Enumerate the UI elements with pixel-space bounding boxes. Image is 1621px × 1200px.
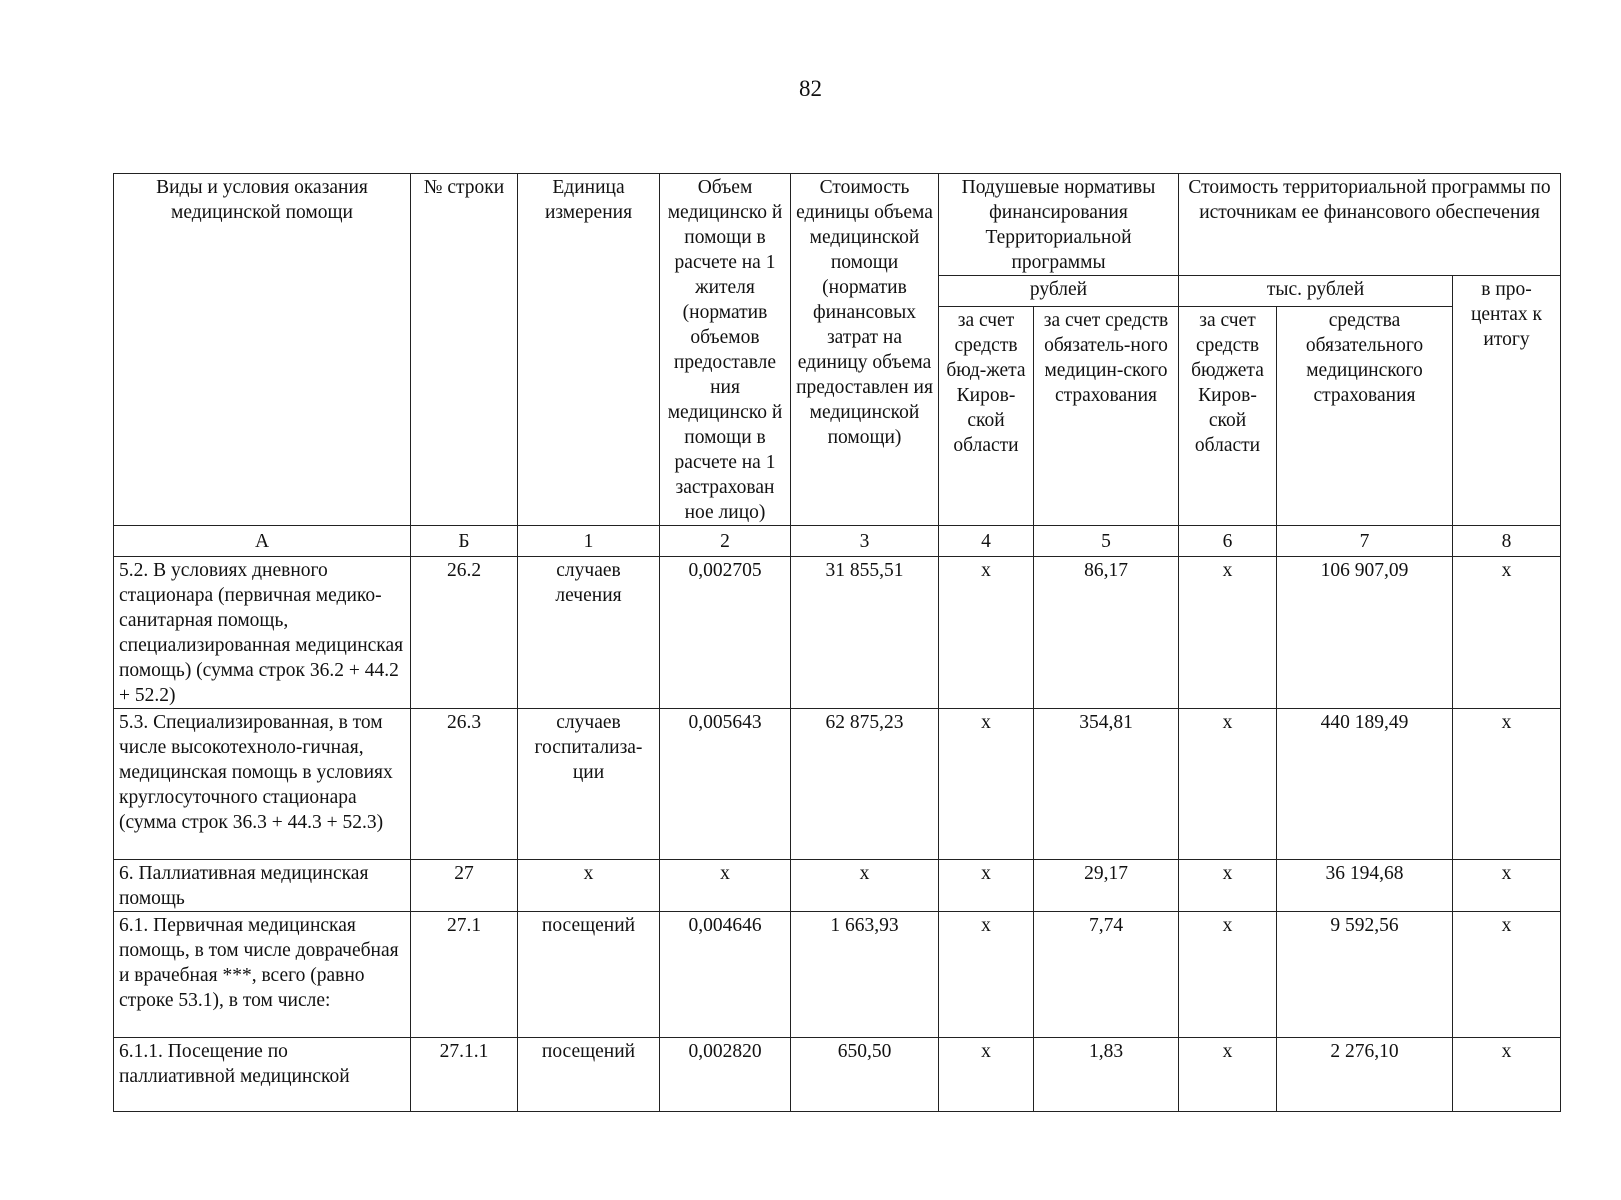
- row-c5: 1,83: [1034, 1038, 1179, 1112]
- row-volume: 0,002705: [660, 557, 791, 709]
- row-c6: х: [1179, 1038, 1277, 1112]
- index-cell: 3: [791, 526, 939, 557]
- row-c8: х: [1453, 912, 1561, 1038]
- row-unit: случаев госпитализа-ции: [518, 709, 660, 860]
- row-line-number: 27: [411, 860, 518, 912]
- row-line-number: 26.3: [411, 709, 518, 860]
- row-name: 6.1. Первичная медицинская помощь, в том числе доврачебная и врачебная ***, всего (равно строке 53.1), в том числе:: [114, 912, 411, 1038]
- row-c7: 106 907,09: [1277, 557, 1453, 709]
- row-line-number: 27.1: [411, 912, 518, 1038]
- header-col-3: Стоимость единицы объема медицинской помощи (норматив финансовых затрат на единицу объема предоставлен ия медицинской помощи): [791, 174, 939, 526]
- row-c5: 354,81: [1034, 709, 1179, 860]
- row-c6: х: [1179, 557, 1277, 709]
- row-c6: х: [1179, 709, 1277, 860]
- row-unit: случаев лечения: [518, 557, 660, 709]
- index-cell: 7: [1277, 526, 1453, 557]
- row-c7: 9 592,56: [1277, 912, 1453, 1038]
- row-c7: 2 276,10: [1277, 1038, 1453, 1112]
- row-c6: х: [1179, 860, 1277, 912]
- row-c8: х: [1453, 1038, 1561, 1112]
- row-c4: х: [939, 557, 1034, 709]
- table-row: [114, 860, 1561, 912]
- header-group-cost: Стоимость территориальной программы по источникам ее финансового обеспечения: [1179, 174, 1561, 276]
- table-row: [114, 557, 1561, 709]
- row-line-number: 27.1.1: [411, 1038, 518, 1112]
- row-unit: посещений: [518, 1038, 660, 1112]
- header-row-1: [114, 174, 1561, 276]
- index-cell: 4: [939, 526, 1034, 557]
- row-volume: х: [660, 860, 791, 912]
- row-name: 5.3. Специализированная, в том числе высокотехноло-гичная, медицинская помощь в условиях круглосуточного стационара (сумма строк 36.3 + 44.3 + 52.3): [114, 709, 411, 860]
- financing-table: [113, 173, 1561, 1112]
- row-c4: х: [939, 709, 1034, 860]
- row-volume: 0,005643: [660, 709, 791, 860]
- table-row: [114, 709, 1561, 860]
- row-c8: х: [1453, 860, 1561, 912]
- header-col-b: № строки: [411, 174, 518, 526]
- header-col-6: за счет средств бюджета Киров-ской области: [1179, 307, 1277, 526]
- row-cost: 1 663,93: [791, 912, 939, 1038]
- index-row: [114, 526, 1561, 557]
- index-cell: 1: [518, 526, 660, 557]
- row-cost: х: [791, 860, 939, 912]
- index-cell: Б: [411, 526, 518, 557]
- row-volume: 0,004646: [660, 912, 791, 1038]
- header-col-8: в про-центах к итогу: [1453, 276, 1561, 526]
- row-unit: посещений: [518, 912, 660, 1038]
- index-cell: 6: [1179, 526, 1277, 557]
- row-unit: х: [518, 860, 660, 912]
- header-col-a: Виды и условия оказания медицинской помощи: [114, 174, 411, 526]
- table-row: [114, 912, 1561, 1038]
- row-c8: х: [1453, 709, 1561, 860]
- header-unit-rub: рублей: [939, 276, 1179, 307]
- row-cost: 31 855,51: [791, 557, 939, 709]
- row-c7: 440 189,49: [1277, 709, 1453, 860]
- index-cell: 5: [1034, 526, 1179, 557]
- row-c5: 29,17: [1034, 860, 1179, 912]
- index-cell: 8: [1453, 526, 1561, 557]
- row-name: 6. Паллиативная медицинская помощь: [114, 860, 411, 912]
- row-cost: 62 875,23: [791, 709, 939, 860]
- header-col-1: Единица измерения: [518, 174, 660, 526]
- row-name: 5.2. В условиях дневного стационара (первичная медико-санитарная помощь, специализированная медицинская помощь) (сумма строк 36.2 + 44.2 + 52.2): [114, 557, 411, 709]
- row-c4: х: [939, 860, 1034, 912]
- header-col-2: Объем медицинско й помощи в расчете на 1 жителя (норматив объемов предоставле ния медицинско й помощи в расчете на 1 застрахован ное лицо): [660, 174, 791, 526]
- row-volume: 0,002820: [660, 1038, 791, 1112]
- index-cell: А: [114, 526, 411, 557]
- header-col-7: средства обязательного медицинского страхования: [1277, 307, 1453, 526]
- row-c6: х: [1179, 912, 1277, 1038]
- index-cell: 2: [660, 526, 791, 557]
- header-col-5: за счет средств обязатель-ного медицин-ского страхования: [1034, 307, 1179, 526]
- header-unit-thous: тыс. рублей: [1179, 276, 1453, 307]
- row-c5: 7,74: [1034, 912, 1179, 1038]
- row-cost: 650,50: [791, 1038, 939, 1112]
- row-name: 6.1.1. Посещение по паллиативной медицинской: [114, 1038, 411, 1112]
- row-line-number: 26.2: [411, 557, 518, 709]
- row-c7: 36 194,68: [1277, 860, 1453, 912]
- row-c8: х: [1453, 557, 1561, 709]
- header-col-4: за счет средств бюд-жета Киров-ской области: [939, 307, 1034, 526]
- row-c4: х: [939, 912, 1034, 1038]
- row-c4: х: [939, 1038, 1034, 1112]
- page-number: 82: [799, 76, 822, 101]
- row-c5: 86,17: [1034, 557, 1179, 709]
- table-row: [114, 1038, 1561, 1112]
- header-group-normatives: Подушевые нормативы финансирования Территориальной программы: [939, 174, 1179, 276]
